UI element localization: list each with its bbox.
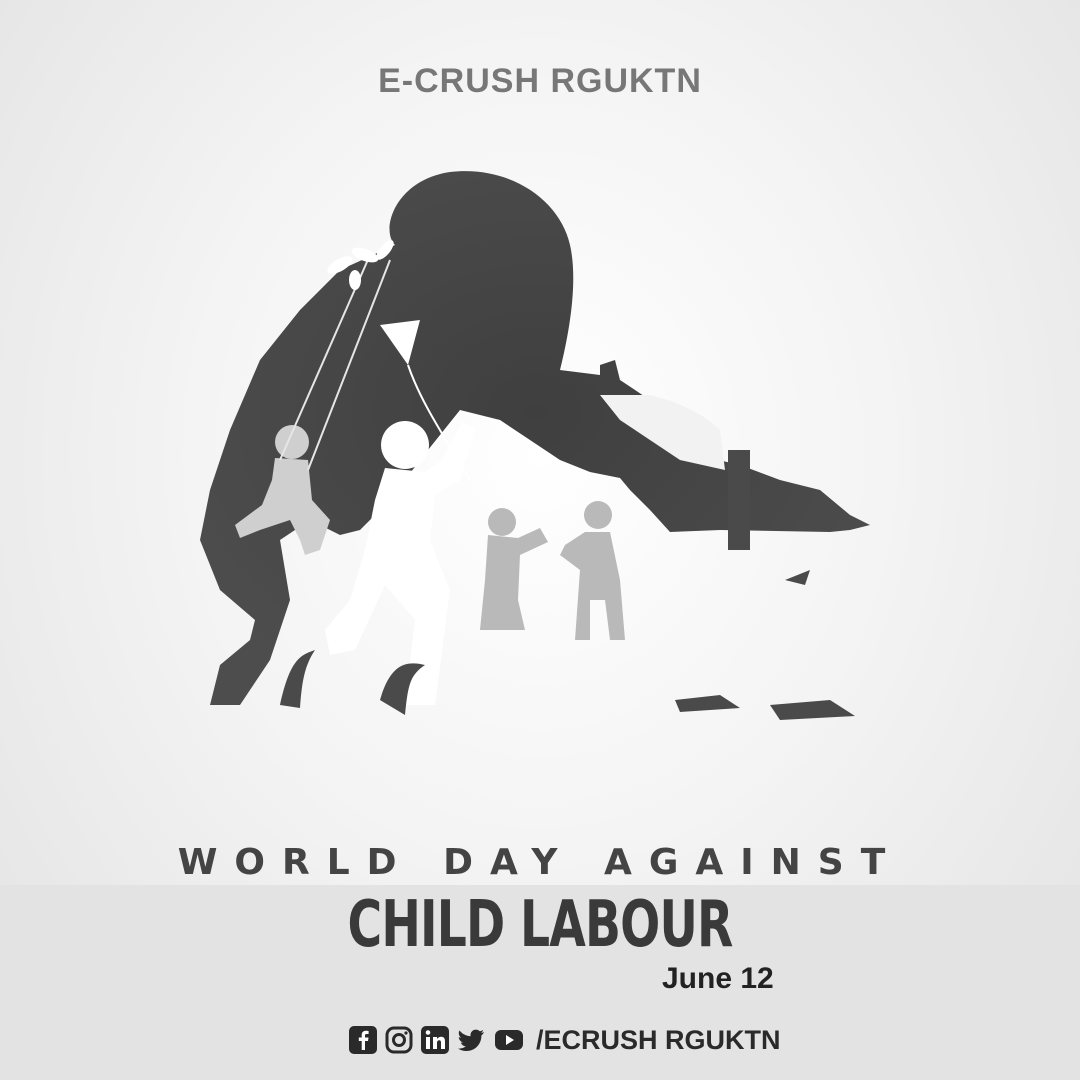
event-date: June 12 xyxy=(662,962,774,995)
rubble xyxy=(675,570,855,720)
org-name: E-CRUSH RGUKTN xyxy=(378,62,702,100)
instagram-icon[interactable] xyxy=(384,1025,414,1055)
playing-children xyxy=(480,501,625,640)
title-line-1: WORLD DAY AGAINST xyxy=(177,842,903,883)
youtube-icon[interactable] xyxy=(492,1025,526,1055)
linkedin-icon[interactable] xyxy=(420,1025,450,1055)
hammer xyxy=(728,450,750,550)
child-labour-illustration xyxy=(180,160,900,760)
title-line-2: CHILD LABOUR xyxy=(347,888,733,962)
social-handle: /ECRUSH RGUKTN xyxy=(536,1024,781,1055)
twitter-icon[interactable] xyxy=(456,1025,486,1055)
facebook-icon[interactable] xyxy=(348,1025,378,1055)
social-bar xyxy=(348,1022,781,1058)
grass xyxy=(280,650,425,715)
